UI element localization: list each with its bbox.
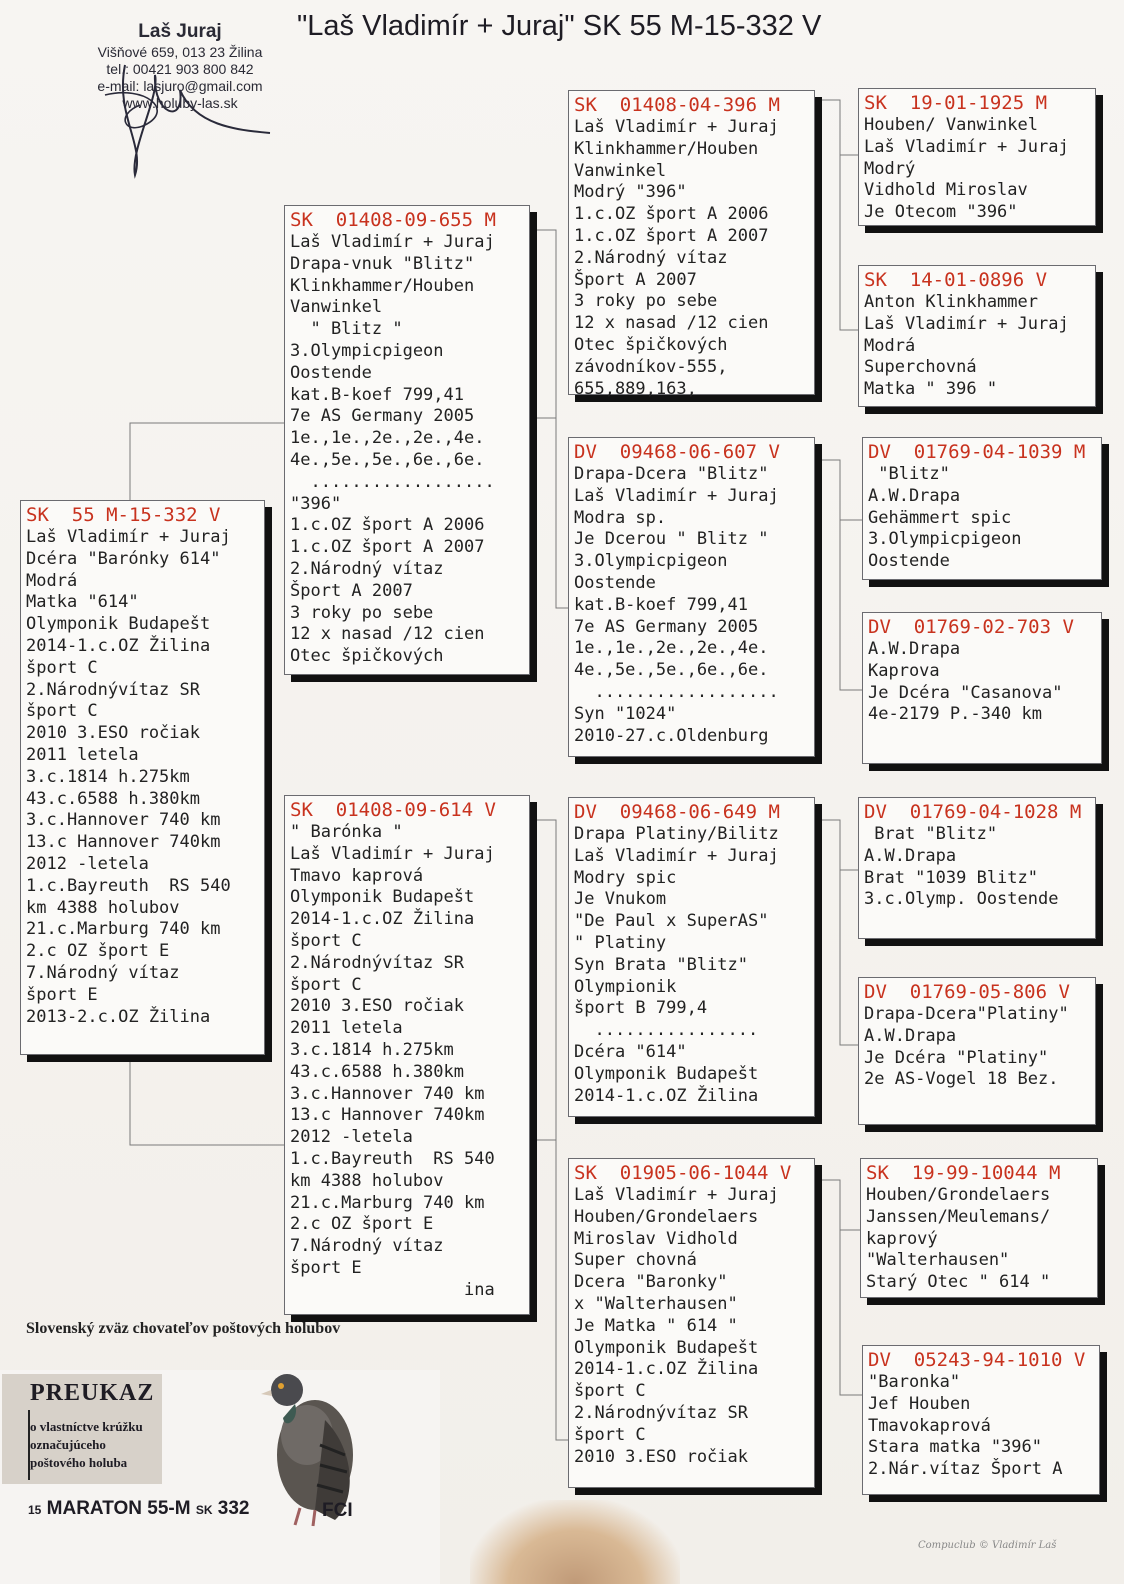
pedigree-line: 1e.,1e.,2e.,2e.,4e. bbox=[290, 428, 485, 449]
pedigree-line: Stara matka "396" bbox=[868, 1437, 1042, 1458]
pedigree-line: 1e.,1e.,2e.,2e.,4e. bbox=[574, 638, 769, 659]
pedigree-line: 21.c.Marburg 740 km bbox=[290, 1192, 485, 1213]
pedigree-line: Tmavokaprová bbox=[868, 1415, 991, 1436]
fci-logo: FCI bbox=[322, 1500, 353, 1521]
pedigree-line: 4e.,5e.,5e.,6e.,6e. bbox=[574, 660, 769, 681]
pedigree-line: 1.c.OZ šport A 2006 bbox=[574, 204, 769, 225]
pedigree-line: Oostende bbox=[574, 572, 656, 593]
pedigree-line: Je Otecom "396" bbox=[864, 202, 1018, 223]
card-lines bbox=[864, 1004, 1090, 1091]
pedigree-line: " Barónka " bbox=[290, 822, 403, 842]
pedigree-line: 2011 letela bbox=[26, 744, 139, 765]
pedigree-line: ina bbox=[290, 1279, 495, 1300]
pedigree-line: 3.c.1814 h.275km bbox=[290, 1039, 454, 1060]
pedigree-line: 1.c.Bayreuth RS 540 bbox=[26, 875, 231, 896]
pedigree-line: 3.c.Hannover 740 km bbox=[26, 810, 221, 831]
pedigree-line: 655,889,163, bbox=[574, 378, 697, 399]
pedigree-line: šport E bbox=[290, 1257, 362, 1278]
pedigree-line: Matka " 396 " bbox=[864, 379, 998, 400]
card-mmf bbox=[860, 1158, 1098, 1298]
ring-number: DV 05243-94-1010 V bbox=[868, 1349, 1086, 1371]
pedigree-line: Laš Vladimír + Juraj bbox=[574, 1185, 779, 1205]
pedigree-line: 3.Olympicpigeon bbox=[290, 340, 444, 361]
pedigree-line: 2e AS-Vogel 18 Bez. bbox=[864, 1069, 1059, 1090]
association-name: Slovenský zväz chovateľov poštových holubov bbox=[26, 1320, 341, 1337]
pedigree-line: Janssen/Meulemans/ bbox=[866, 1206, 1051, 1227]
pedigree-line: Houben/Grondelaers bbox=[866, 1185, 1051, 1205]
pedigree-line: 2014-1.c.OZ Žilina bbox=[290, 909, 475, 930]
pedigree-line: kaprový bbox=[866, 1228, 938, 1249]
card-lines bbox=[864, 824, 1090, 911]
pedigree-line: Dcera "Baronky" bbox=[574, 1272, 728, 1293]
pedigree-line: Laš Vladimír + Juraj bbox=[290, 232, 495, 252]
pedigree-line: Dcéra "Barónky 614" bbox=[26, 548, 221, 569]
pedigree-line: Otec špičkových bbox=[574, 334, 728, 355]
pedigree-line: závodníkov-555, bbox=[574, 356, 728, 377]
pedigree-line: 13.c Hannover 740km bbox=[290, 1105, 485, 1126]
page-title: "Laš Vladimír + Juraj" SK 55 M-15-332 V bbox=[297, 10, 822, 42]
certificate-year: 15 bbox=[28, 1503, 42, 1517]
pedigree-line: Gehämmert spic bbox=[868, 507, 1012, 528]
pedigree-line: Vanwinkel bbox=[290, 297, 383, 318]
pedigree-line: šport E bbox=[26, 984, 98, 1005]
footer-credit: Compuclub © Vladimír Laš bbox=[918, 1540, 1057, 1551]
pedigree-line: Matka "614" bbox=[26, 592, 139, 613]
pedigree-line: "396" bbox=[290, 493, 342, 514]
ring-number: SK 19-99-10044 M bbox=[866, 1162, 1061, 1184]
pedigree-line: ................ bbox=[574, 1020, 759, 1041]
pedigree-line: šport B 799,4 bbox=[574, 998, 708, 1019]
owner-name: Laš Juraj bbox=[138, 21, 222, 42]
pedigree-line: kat.B-koef 799,41 bbox=[574, 594, 748, 615]
pedigree-line: Starý Otec " 614 " bbox=[866, 1272, 1051, 1293]
pedigree-line: Jef Houben bbox=[868, 1393, 971, 1414]
pedigree-line: 2010 3.ESO ročiak bbox=[574, 1446, 748, 1467]
pedigree-line: 13.c Hannover 740km bbox=[26, 832, 221, 853]
pedigree-line: Kaprova bbox=[868, 660, 940, 681]
pedigree-line: Laš Vladimír + Juraj bbox=[864, 313, 1069, 334]
pedigree-line: 1.c.OZ šport A 2006 bbox=[290, 515, 485, 536]
ownership-certificate bbox=[0, 1370, 440, 1584]
ring-number: DV 09468-06-649 M bbox=[574, 801, 780, 823]
subtitle-line: označujúceho bbox=[30, 1437, 106, 1452]
pedigree-line: Oostende bbox=[290, 362, 372, 383]
owner-web: www.holuby-las.sk bbox=[122, 95, 238, 111]
pedigree-line: 3.c.1814 h.275km bbox=[26, 766, 190, 787]
pedigree-line: Dcéra "614" bbox=[574, 1041, 687, 1062]
pedigree-line: Je Matka " 614 " bbox=[574, 1315, 738, 1336]
pedigree-line: Superchovná bbox=[864, 357, 977, 378]
pedigree-line: Olymponik Budapešt bbox=[26, 614, 211, 635]
pedigree-line: 2010-27.c.Oldenburg bbox=[574, 725, 769, 746]
pedigree-line: 2010 3.ESO ročiak bbox=[290, 996, 464, 1017]
pedigree-line: Vanwinkel bbox=[574, 160, 667, 181]
pedigree-line: Miroslav Vidhold bbox=[574, 1228, 738, 1249]
ring-number: SK 01408-09-614 V bbox=[290, 799, 496, 821]
certificate-number: 332 bbox=[217, 1498, 250, 1519]
pedigree-line: Olymponik Budapešt bbox=[290, 887, 475, 908]
pedigree-line: Modry spic bbox=[574, 867, 677, 888]
pedigree-line: 3.Olympicpigeon bbox=[574, 551, 728, 572]
certificate-title: PREUKAZ bbox=[30, 1380, 155, 1406]
pedigree-line: 2.c OZ šport E bbox=[290, 1214, 434, 1235]
card-lines bbox=[574, 824, 809, 1107]
card-mother bbox=[284, 795, 530, 1315]
pedigree-line: Otec špičkových bbox=[290, 646, 444, 667]
card-lines bbox=[868, 639, 1096, 726]
pedigree-line: 2010 3.ESO ročiak bbox=[26, 723, 200, 744]
pedigree-line: Anton Klinkhammer bbox=[864, 292, 1038, 312]
pedigree-line: Modrý "396" bbox=[574, 182, 687, 203]
card-mother-mother bbox=[568, 1158, 815, 1488]
card-lines bbox=[864, 115, 1090, 224]
pedigree-line: 43.c.6588 h.380km bbox=[290, 1061, 464, 1082]
card-father-mother bbox=[568, 437, 815, 757]
pedigree-line: Šport A 2007 bbox=[574, 269, 697, 290]
pedigree-line: Olymponik Budapešt bbox=[574, 1063, 759, 1084]
pedigree-line: 3.c.Olymp. Oostende bbox=[864, 889, 1059, 910]
pedigree-line: Houben/Grondelaers bbox=[574, 1206, 759, 1227]
pedigree-line: 12 x nasad /12 cien bbox=[574, 313, 769, 334]
pedigree-line: Je Vnukom bbox=[574, 889, 667, 910]
owner-phone: tel.: 00421 903 800 842 bbox=[106, 61, 254, 77]
pedigree-line: Drapa-Dcera "Blitz" bbox=[574, 464, 769, 484]
pedigree-line: šport C bbox=[26, 657, 98, 678]
pedigree-line: Vidhold Miroslav bbox=[864, 180, 1028, 201]
owner-address: Višňové 659, 013 23 Žilina bbox=[97, 44, 263, 60]
pedigree-line: "Baronka" bbox=[868, 1372, 961, 1392]
pedigree-line: 2014-1.c.OZ Žilina bbox=[574, 1085, 759, 1106]
card-lines bbox=[868, 1372, 1094, 1481]
pedigree-line: 2.c OZ šport E bbox=[26, 941, 170, 962]
pedigree-line: A.W.Drapa bbox=[868, 485, 961, 506]
pedigree-line: 7e AS Germany 2005 bbox=[574, 616, 759, 637]
pedigree-line: Modrá bbox=[26, 570, 78, 591]
card-fmf bbox=[862, 437, 1102, 580]
pedigree-line: Drapa-Dcera"Platiny" bbox=[864, 1004, 1069, 1024]
pedigree-line: 1.c.OZ šport A 2007 bbox=[290, 537, 485, 558]
pedigree-line: Laš Vladimír + Juraj bbox=[864, 136, 1069, 157]
pedigree-line: 43.c.6588 h.380km bbox=[26, 788, 200, 809]
pedigree-line: 2.Národnývítaz SR bbox=[290, 952, 464, 973]
pedigree-line: 2014-1.c.OZ Žilina bbox=[574, 1359, 759, 1380]
ring-number: SK 01905-06-1044 V bbox=[574, 1162, 792, 1184]
card-father-father bbox=[568, 90, 815, 399]
pedigree-line: 3 roky po sebe bbox=[574, 291, 718, 312]
pedigree-line: Drapa Platiny/Bilitz bbox=[574, 824, 779, 844]
pedigree-line: 2011 letela bbox=[290, 1018, 403, 1039]
ring-number: DV 01769-05-806 V bbox=[864, 981, 1070, 1003]
pedigree-line: Laš Vladimír + Juraj bbox=[574, 117, 779, 137]
pedigree-line: šport C bbox=[574, 1381, 646, 1402]
pedigree-line: 4e.,5e.,5e.,6e.,6e. bbox=[290, 449, 485, 470]
pedigree-line: .................. bbox=[290, 471, 495, 492]
pedigree-line: Šport A 2007 bbox=[290, 580, 413, 601]
pedigree-line: Tmavo kaprová bbox=[290, 865, 424, 886]
card-lines bbox=[574, 1185, 809, 1468]
card-lines bbox=[574, 464, 809, 747]
pedigree-line: Olymponik Budapešt bbox=[574, 1337, 759, 1358]
card-mother-father bbox=[568, 797, 815, 1117]
pedigree-line: Klinkhammer/Houben bbox=[574, 138, 759, 159]
card-lines bbox=[574, 117, 809, 400]
pedigree-line: A.W.Drapa bbox=[868, 639, 961, 659]
ring-number: SK 01408-09-655 M bbox=[290, 209, 496, 231]
ring-number: DV 01769-04-1028 M bbox=[864, 801, 1082, 823]
pedigree-line: 3.Olympicpigeon bbox=[868, 529, 1022, 550]
pedigree-line: Je Dcerou " Blitz " bbox=[574, 529, 769, 550]
pedigree-line: Laš Vladimír + Juraj bbox=[574, 845, 779, 866]
pedigree-line: 2.Národnývítaz SR bbox=[574, 1402, 748, 1423]
pedigree-line: 7.Národný vítaz bbox=[290, 1236, 444, 1257]
pedigree-line: 2.Nár.vítaz Šport A bbox=[868, 1459, 1063, 1480]
pedigree-line: 2.Národný vítaz bbox=[290, 558, 444, 579]
pedigree-line: A.W.Drapa bbox=[864, 845, 957, 866]
pedigree-line: Laš Vladimír + Juraj bbox=[290, 843, 495, 864]
ring-number: DV 01769-04-1039 M bbox=[868, 441, 1086, 463]
ring-number: DV 01769-02-703 V bbox=[868, 616, 1074, 638]
pedigree-line: 3.c.Hannover 740 km bbox=[290, 1083, 485, 1104]
pedigree-line: Brat "1039 Blitz" bbox=[864, 867, 1038, 888]
card-ffm bbox=[858, 265, 1096, 407]
pedigree-line: "Blitz" bbox=[868, 464, 950, 484]
pedigree-line: A.W.Drapa bbox=[864, 1025, 957, 1046]
card-lines bbox=[866, 1185, 1092, 1294]
pedigree-line: Laš Vladimír + Juraj bbox=[574, 485, 779, 506]
pedigree-line: Je Dcéra "Casanova" bbox=[868, 682, 1063, 703]
pedigree-line: 12 x nasad /12 cien bbox=[290, 624, 485, 645]
pigeon-icon bbox=[245, 1360, 375, 1530]
pedigree-line: 7.Národný vítaz bbox=[26, 962, 180, 983]
ring-number: SK 55 M-15-332 V bbox=[26, 504, 221, 526]
pedigree-line: kat.B-koef 799,41 bbox=[290, 384, 464, 405]
pedigree-line: Super chovná bbox=[574, 1250, 697, 1271]
card-lines bbox=[290, 822, 524, 1302]
pedigree-line: 2012 -letela bbox=[26, 853, 149, 874]
certificate-subtitle bbox=[30, 1418, 160, 1472]
pedigree-line: Je Dcéra "Platiny" bbox=[864, 1047, 1049, 1068]
pedigree-line: Klinkhammer/Houben bbox=[290, 275, 475, 296]
signature-scribble bbox=[85, 55, 285, 185]
pedigree-line: Brat "Blitz" bbox=[864, 824, 998, 844]
card-fmm bbox=[862, 612, 1102, 764]
pedigree-line: "Walterhausen" bbox=[866, 1250, 1010, 1271]
pedigree-line: " Platiny bbox=[574, 932, 667, 953]
pedigree-line: Modrý bbox=[864, 158, 916, 179]
pedigree-line: 2013-2.c.OZ Žilina bbox=[26, 1006, 211, 1027]
card-lines bbox=[26, 527, 259, 1028]
pedigree-line: 1.c.Bayreuth RS 540 bbox=[290, 1148, 495, 1169]
pedigree-line: šport C bbox=[26, 701, 98, 722]
ring-number: SK 19-01-1925 M bbox=[864, 92, 1048, 114]
pedigree-line: 2012 -letela bbox=[290, 1127, 413, 1148]
photo-thumb-blur bbox=[470, 1500, 680, 1584]
owner-email: e-mail: lasjuro@gmail.com bbox=[97, 78, 263, 94]
pedigree-line: šport C bbox=[290, 930, 362, 951]
card-lines bbox=[290, 232, 524, 668]
pedigree-line: 7e AS Germany 2005 bbox=[290, 406, 475, 427]
pedigree-line: .................. bbox=[574, 681, 779, 702]
pedigree-line: Modra sp. bbox=[574, 507, 667, 528]
certificate-country: SK bbox=[195, 1503, 213, 1517]
pedigree-line: km 4388 holubov bbox=[26, 897, 180, 918]
pedigree-line: Syn Brata "Blitz" bbox=[574, 954, 748, 975]
certificate-maraton: MARATON 55-M bbox=[46, 1498, 191, 1519]
card-mmm bbox=[862, 1345, 1100, 1495]
subtitle-line: poštového holuba bbox=[30, 1455, 128, 1470]
pedigree-line: "De Paul x SuperAS" bbox=[574, 911, 769, 932]
pedigree-line: 2.Národnývítaz SR bbox=[26, 679, 200, 700]
certificate-ring bbox=[28, 1498, 250, 1520]
pedigree-line: Syn "1024" bbox=[574, 703, 677, 724]
pedigree-line: Houben/ Vanwinkel bbox=[864, 115, 1038, 135]
card-subject bbox=[20, 500, 265, 1055]
pedigree-line: Olympionik bbox=[574, 976, 677, 997]
pedigree-line: 4e-2179 P.-340 km bbox=[868, 704, 1042, 725]
ring-number: SK 01408-04-396 M bbox=[574, 94, 780, 116]
pedigree-line: x "Walterhausen" bbox=[574, 1293, 738, 1314]
pedigree-line: 21.c.Marburg 740 km bbox=[26, 919, 221, 940]
pedigree-line: 3 roky po sebe bbox=[290, 602, 434, 623]
pedigree-line: Laš Vladimír + Juraj bbox=[26, 527, 231, 547]
card-father bbox=[284, 205, 530, 675]
card-lines bbox=[868, 464, 1096, 573]
pedigree-line: 1.c.OZ šport A 2007 bbox=[574, 225, 769, 246]
pedigree-line: Oostende bbox=[868, 551, 950, 572]
pedigree-line: 2.Národný vítaz bbox=[574, 247, 728, 268]
pedigree-line: šport C bbox=[574, 1424, 646, 1445]
card-mff bbox=[858, 797, 1096, 939]
pedigree-line: " Blitz " bbox=[290, 319, 403, 340]
pedigree-line: Modrá bbox=[864, 335, 916, 356]
pedigree-line: km 4388 holubov bbox=[290, 1170, 444, 1191]
card-lines bbox=[864, 292, 1090, 401]
card-fff bbox=[858, 88, 1096, 226]
pedigree-line: 2014-1.c.OZ Žilina bbox=[26, 635, 211, 656]
ring-number: SK 14-01-0896 V bbox=[864, 269, 1048, 291]
card-mfm bbox=[858, 977, 1096, 1125]
ring-number: DV 09468-06-607 V bbox=[574, 441, 780, 463]
subtitle-line: o vlastníctve krúžku bbox=[30, 1419, 143, 1434]
pedigree-line: Drapa-vnuk "Blitz" bbox=[290, 253, 475, 274]
pedigree-line: šport C bbox=[290, 974, 362, 995]
